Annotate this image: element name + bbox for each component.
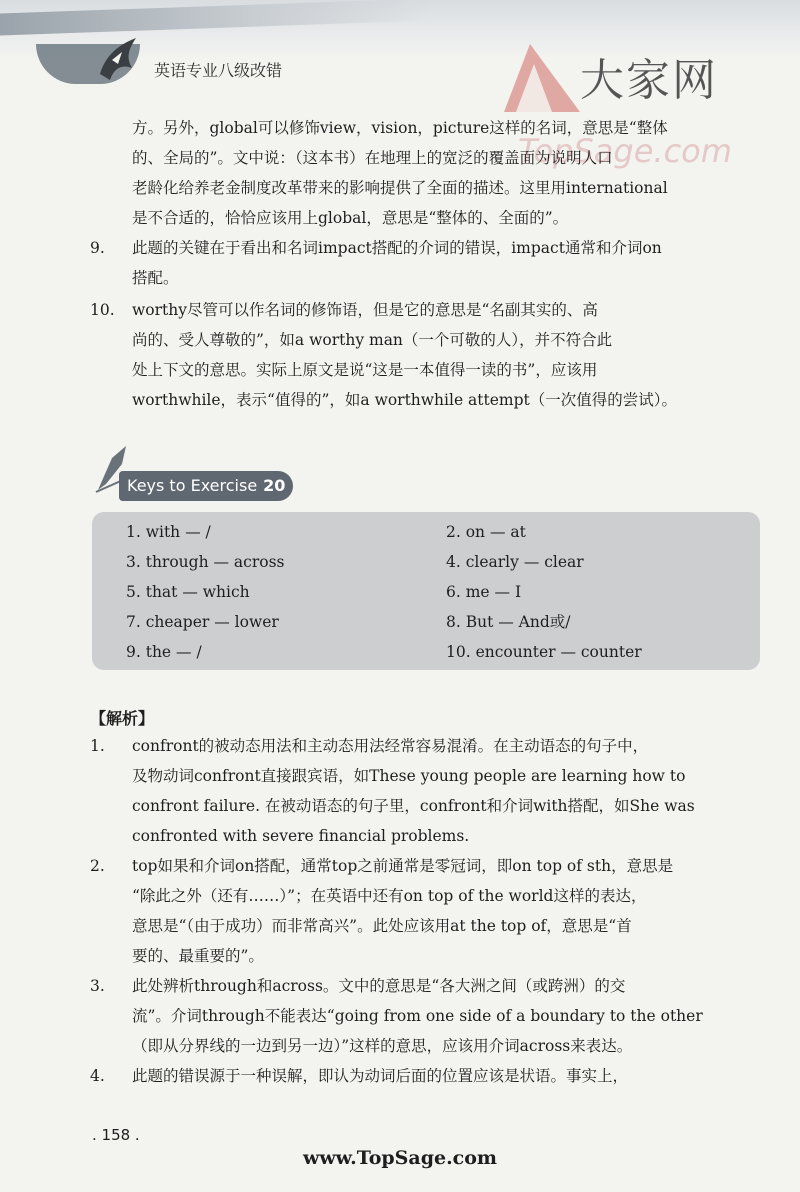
answer-key-6: 6. me — I [446, 583, 522, 601]
text-line: 老龄化给养老金制度改革带来的影响提供了全面的描述。这里用international [132, 179, 668, 197]
continuation-paragraph [132, 113, 764, 233]
logo-english-text: TopSage.com [518, 132, 732, 170]
text-line: 尚的、受人尊敬的”，如a worthy man（一个可敬的人），并不符合此 [132, 331, 613, 349]
analysis-heading: 【解析】 [90, 709, 155, 728]
text-line: worthwhile，表示“值得的”，如a worthwhile attempt（一次值得的尝试）。 [132, 391, 678, 409]
keys-banner [119, 471, 293, 501]
bird-icon [92, 30, 142, 86]
item-number: 1. [90, 737, 105, 755]
answer-key-9: 9. the — / [126, 643, 202, 661]
text-line: top如果和介词on搭配，通常top之前通常是零冠词，即on top of sth，意思是 [132, 857, 674, 875]
header-title: 英语专业八级改错 [154, 61, 283, 80]
text-line: （即从分界线的一边到另一边）”这样的意思，应该用介词across来表达。 [132, 1037, 633, 1055]
page-number: . 158 . [92, 1126, 140, 1144]
text-line: 流”。介词through不能表达“going from one side of a boundary to the other [132, 1007, 703, 1025]
analysis-item-2 [90, 851, 764, 971]
answer-key-5: 5. that — which [126, 583, 250, 601]
text-line: 意思是“（由于成功）而非常高兴”。此处应该用at the top of，意思是“首 [132, 917, 632, 935]
item-number: 4. [90, 1067, 105, 1085]
item-number: 10. [90, 301, 115, 319]
item-number: 3. [90, 977, 105, 995]
answer-key-2: 2. on — at [446, 523, 526, 541]
answer-key-7: 7. cheaper — lower [126, 613, 279, 631]
text-line: 要的、最重要的”。 [132, 947, 264, 965]
answer-key-4: 4. clearly — clear [446, 553, 584, 571]
text-line: “除此之外（还有……）”；在英语中还有on top of the world这样的表达， [132, 887, 647, 905]
text-line: confront failure. 在被动语态的句子里，confront和介词with搭配，如She was [132, 797, 695, 815]
text-line: 及物动词confront直接跟宾语，如These young people are learning how to [132, 767, 686, 785]
list-item-10 [90, 295, 764, 415]
analysis-item-1 [90, 731, 764, 851]
logo-chinese-text: 大家网 [580, 55, 718, 106]
answer-key-1: 1. with — / [126, 523, 211, 541]
item-number: 9. [90, 239, 105, 257]
answer-key-10: 10. encounter — counter [446, 643, 642, 661]
footer-site-url: www.TopSage.com [302, 1147, 498, 1169]
text-line: 此题的错误源于一种误解，即认为动词后面的位置应该是状语。事实上， [132, 1067, 629, 1085]
answer-key-3: 3. through — across [126, 553, 285, 571]
analysis-item-4 [90, 1061, 764, 1091]
text-line: worthy尽管可以作名词的修饰语，但是它的意思是“名副其实的、高 [132, 301, 598, 319]
text-line: confronted with severe financial problems. [132, 827, 470, 845]
exercise-number-badge: 20 [263, 476, 286, 495]
text-line: 方。另外，global可以修饰view，vision，picture这样的名词，意思是“整体 [132, 119, 668, 137]
text-line: 处上下文的意思。实际上原文是说“这是一本值得一读的书”，应该用 [132, 361, 598, 379]
text-line: confront的被动态用法和主动态用法经常容易混淆。在主动语态的句子中， [132, 737, 649, 755]
text-line: 此处辨析through和across。文中的意思是“各大洲之间（或跨洲）的交 [132, 977, 626, 995]
item-number: 2. [90, 857, 105, 875]
text-line: 是不合适的，恰恰应该用上global，意思是“整体的、全面的”。 [132, 209, 569, 227]
text-line: 此题的关键在于看出和名词impact搭配的介词的错误，impact通常和介词on [132, 239, 662, 257]
keys-title: Keys to Exercise [127, 476, 258, 495]
header-stripe [0, 0, 430, 36]
analysis-item-3 [90, 971, 764, 1061]
text-line: 的、全局的”。文中说：（这本书）在地理上的宽泛的覆盖面为说明人口 [132, 149, 613, 167]
text-line: 搭配。 [132, 269, 179, 287]
list-item-9 [90, 233, 764, 293]
answer-key-8: 8. But — And或/ [446, 613, 571, 631]
